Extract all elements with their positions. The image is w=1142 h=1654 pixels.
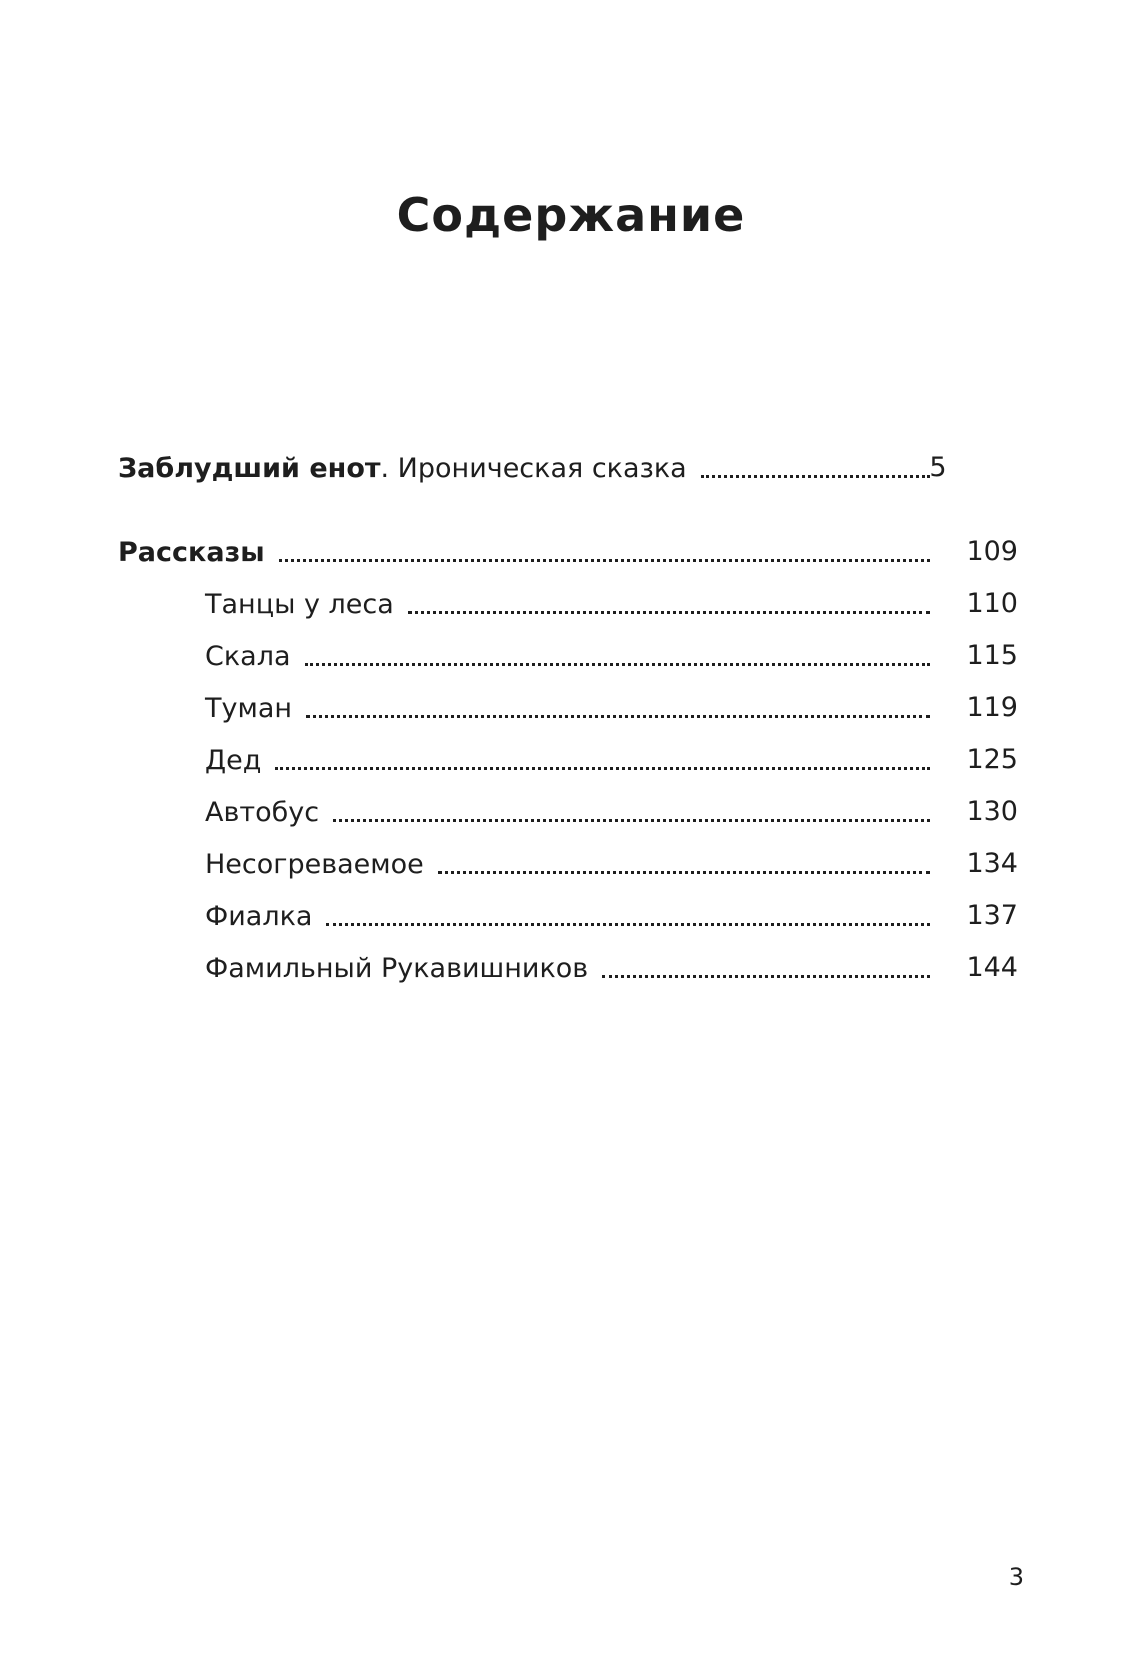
toc-page-number: 125	[966, 744, 1018, 775]
dot-leader	[275, 767, 930, 770]
toc-entry-label: Несогреваемое	[205, 848, 424, 880]
toc-page-number: 130	[966, 796, 1018, 827]
toc-page-number: 134	[966, 848, 1018, 879]
dot-leader	[602, 975, 930, 978]
toc-entry-story[interactable]	[205, 896, 938, 936]
toc-entry-label: Заблудший енот. Ироническая сказка	[118, 452, 687, 484]
toc-page-number: 115	[966, 640, 1018, 671]
toc-page-number: 110	[966, 588, 1018, 619]
dot-leader	[438, 871, 930, 874]
toc-entry-label: Скала	[205, 640, 291, 672]
dot-leader	[326, 923, 930, 926]
dot-leader	[306, 715, 930, 718]
dot-leader	[279, 559, 930, 562]
toc-entry-story[interactable]	[205, 584, 938, 624]
toc-entry-story[interactable]	[205, 740, 938, 780]
toc-entry-label: Фамильный Рукавишников	[205, 952, 589, 984]
toc-entry-label: Автобус	[205, 796, 320, 828]
dot-leader	[701, 475, 930, 478]
toc-entry-story[interactable]	[205, 688, 938, 728]
toc-page-number: 144	[966, 952, 1018, 983]
toc-entry-story[interactable]	[205, 948, 938, 988]
toc-entry-story[interactable]	[205, 636, 938, 676]
toc-page-number: 109	[966, 536, 1018, 567]
toc-entry-story[interactable]	[205, 792, 938, 832]
toc-entry-label: Дед	[205, 744, 262, 776]
toc-page-number: 137	[966, 900, 1018, 931]
toc-entry-story[interactable]	[205, 844, 938, 884]
dot-leader	[408, 611, 930, 614]
dot-leader	[333, 819, 930, 822]
dot-leader	[305, 663, 930, 666]
page-title: Содержание	[396, 188, 746, 242]
toc-page-number: 119	[966, 692, 1018, 723]
toc-page-number: 5	[929, 452, 947, 483]
toc-entry-label: Туман	[205, 692, 293, 724]
toc-entry-main-tale[interactable]	[118, 448, 938, 488]
toc-entry-label: Рассказы	[118, 536, 265, 568]
toc-entry-label: Фиалка	[205, 900, 313, 932]
toc-entry-label: Танцы у леса	[205, 588, 394, 620]
page-number: 3	[1008, 1563, 1024, 1591]
toc-entry-stories[interactable]	[118, 532, 938, 572]
